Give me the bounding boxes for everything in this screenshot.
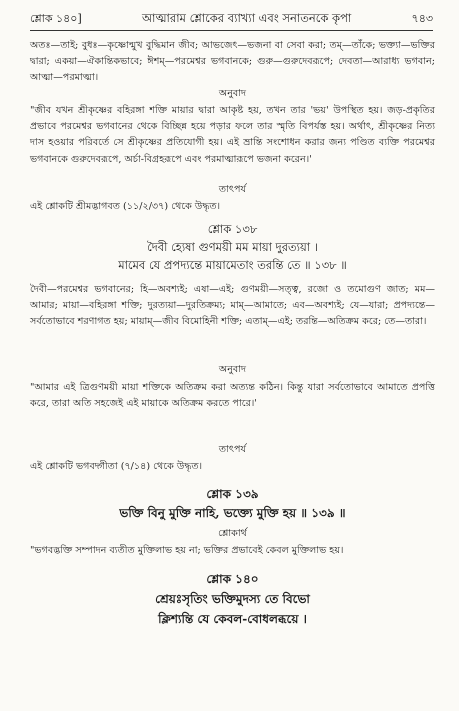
verse-140-line-1: শ্রেয়ঃসৃতিং ভক্তিমুদস্য তে বিভো xyxy=(155,592,310,606)
verse-139-heading: শ্লোক ১৩৯ xyxy=(206,487,259,501)
translation-heading-1: অনুবাদ xyxy=(218,88,247,99)
header-title: আত্মারাম শ্লোকের ব্যাখ্যা এবং সনাতনকে কৃপা xyxy=(142,11,352,25)
verse-138-line-2: মামেব যে প্রপদ্যন্তে মায়ামেতাং তরন্তি তে ॥ ১৩৮ ॥ xyxy=(118,258,347,272)
verse-140-line-2: ক্লিশ্যন্তি যে কেবল-বোধলব্ধয়ে । xyxy=(158,612,307,626)
page-number: ৭৪৩ xyxy=(411,12,433,25)
running-header xyxy=(30,10,433,28)
verse-139-line-1: ভক্তি বিনু মুক্তি নাহি, ভক্ত্যে মুক্তি হয় ॥ ১৩৯ ॥ xyxy=(119,506,346,520)
verse-139-meaning: "ভগবদ্ভক্তি সম্পাদন ব্যতীত মুক্তিলাভ হয় না; ভক্তির প্রভাবেই কেবল মুক্তিলাভ হয়। xyxy=(30,545,344,556)
purport-heading-1: তাৎপর্য xyxy=(218,184,247,195)
translation-block-1: "জীব যখন শ্রীকৃষ্ণের বহিরঙ্গা শক্তি মায়ার দ্বারা আকৃষ্ট হয়, তখন তার 'ভয়' উপস্থিত হয়। জড়-প্রকৃতির প্রভাবে পরমেশ্বর ভগবানের থেকে বিচ্ছিন্ন হয়ে পড়ার ফলে তার স্মৃতি বিপর্যস্ত হয়। অর্থাৎ, শ্রীকৃষ্ণের নিত্য দাস হওয়ার পরিবর্তে সে শ্রীকৃষ্ণের প্রতিযোগী হয়। এই ভ্রান্তি সংশোধন করার জন্য পণ্ডিত ব্যক্তি পরমেশ্বর ভগবানকে গুরুদেবরূপে, অর্চা-বিগ্রহরূপে এবং পরমাত্মারূপে ভজনা করেন।' xyxy=(30,105,435,165)
verse-138-heading: শ্লোক ১৩৮ xyxy=(207,222,258,236)
verse-140-heading: শ্লোক ১৪০ xyxy=(206,572,259,586)
header-rule xyxy=(30,30,433,31)
translation-block-2: "আমার এই ত্রিগুণময়ী মায়া শক্তিকে অতিক্রম করা অত্যন্ত কঠিন। কিন্তু যারা সর্বতোভাবে আমাতে প্রপত্তি করে, তারা অতি সহজেই এই মায়াকে অতিক্রম করতে পারে।' xyxy=(30,382,435,410)
purport-heading-2: তাৎপর্য xyxy=(218,444,247,455)
header-verse-ref: শ্লোক ১৪০] xyxy=(30,12,82,25)
translation-heading-2: অনুবাদ xyxy=(218,364,247,375)
verse-138-line-1: দৈবী হ্যেষা গুণময়ী মম মায়া দুরত্যয়া । xyxy=(147,240,318,254)
purport-text-1: এই শ্লোকটি শ্রীমদ্ভাগবত (১১/২/৩৭) থেকে উদ্ধৃত। xyxy=(30,201,221,212)
synonyms-block-2: দৈবী—পরমেশ্বর ভগবানের; হি—অবশ্যই; এষা—এই; গুণময়ী—সত্ত্ব, রজো ও তমোগুণ জাত; মম—আমার; মায়া—বহিরঙ্গা শক্তি; দুরত্যয়া—দুরতিক্রম্য; মাম্—আমাতে; এব—অবশ্যই; যে—যারা; প্রপদ্যন্তে—সর্বতোভাবে শরণাগত হয়; মায়াম্—জীব বিমোহিনী শক্তি; এতাম্—এই; তরন্তি—অতিক্রম করে; তে—তারা। xyxy=(30,284,435,328)
verse-139-meaning-heading: শ্লোকার্থ xyxy=(218,528,247,539)
purport-text-2: এই শ্লোকটি ভগবদ্গীতা (৭/১৪) থেকে উদ্ধৃত। xyxy=(30,461,203,472)
synonyms-block-1: অতঃ—তাই; বুধঃ—কৃষ্ণোন্মুখ বুদ্ধিমান জীব; আভজেৎ—ভজনা বা সেবা করা; তম্—তাঁকে; ভক্ত্যা—ভক্তির দ্বারা; একয়া—ঐকান্তিকভাবে; ঈশম্—পরমেশ্বর ভগবানকে; গুরু—গুরুদেবরূপে; দেবতা—আরাধ্য ভগবান; আত্মা—পরমাত্মা। xyxy=(30,40,435,84)
